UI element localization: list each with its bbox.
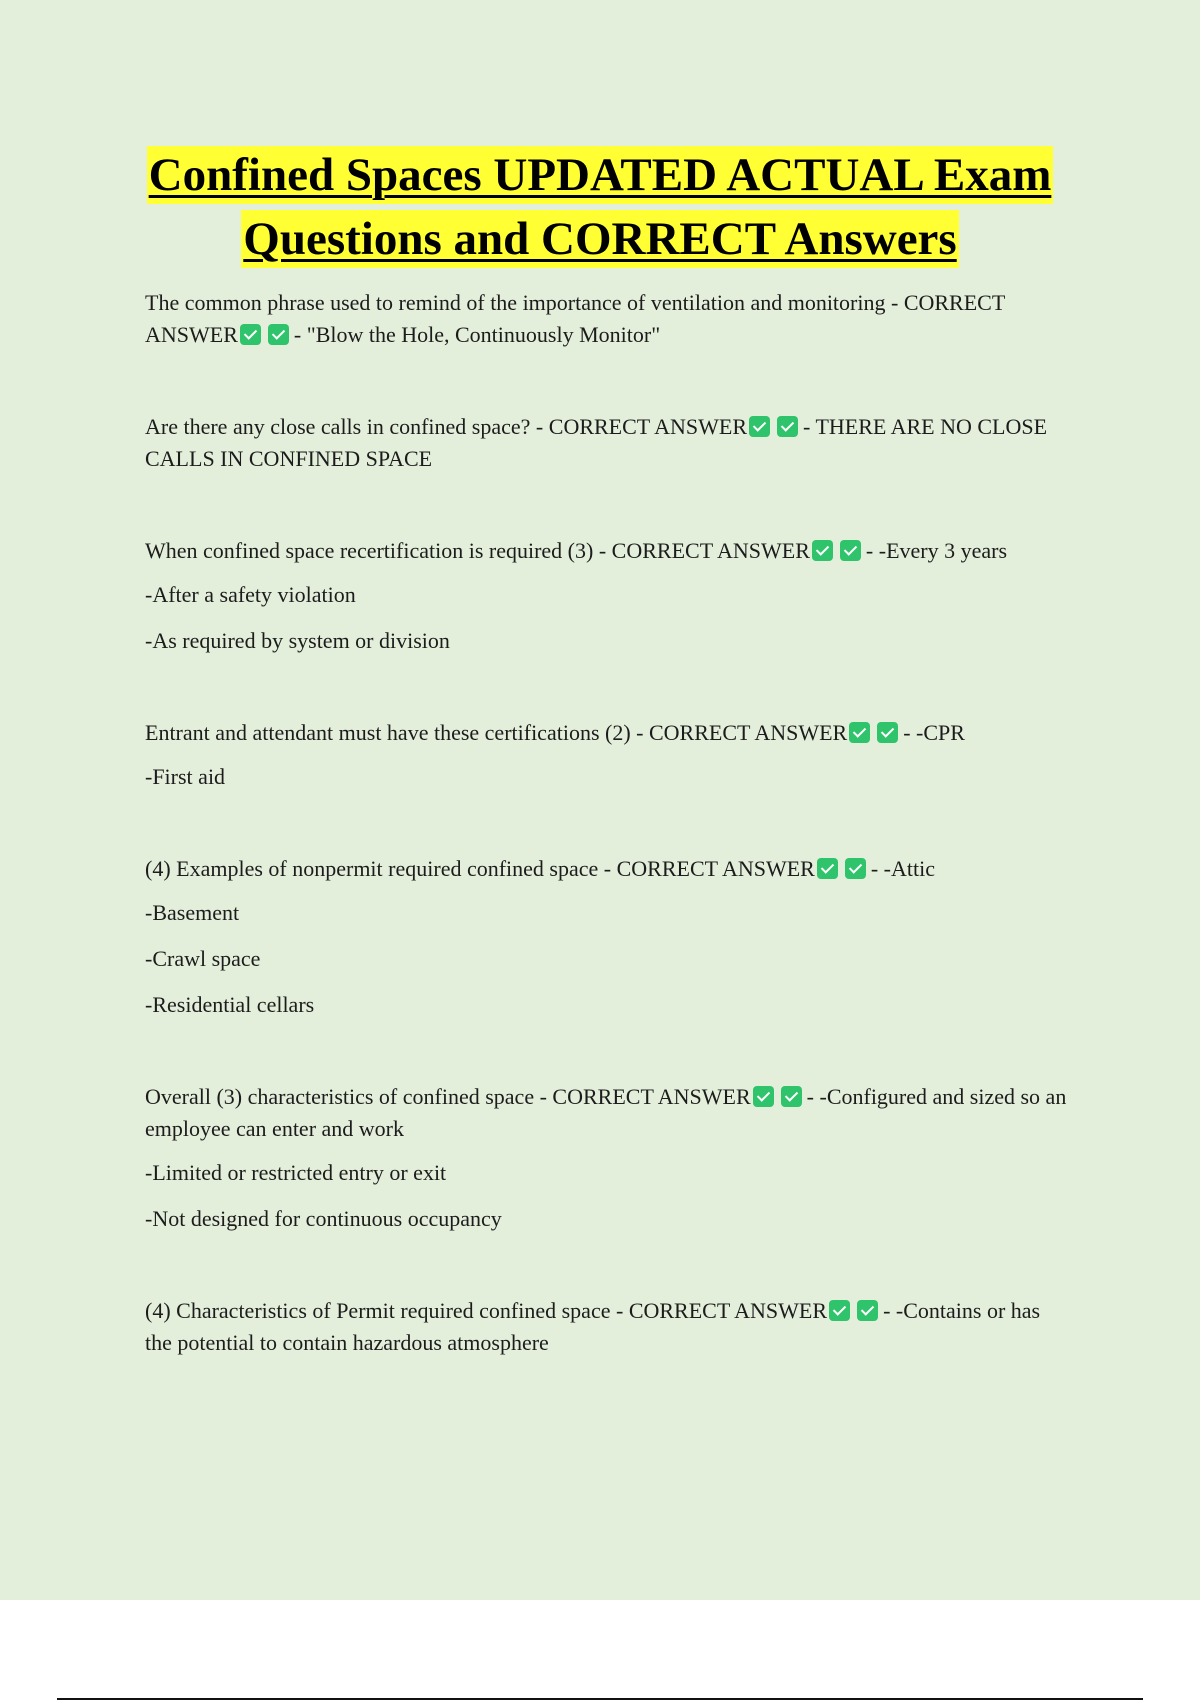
answer-marker: CORRECT ANSWER: [616, 856, 815, 881]
question-text: The common phrase used to remind of the importance of ventilation and monitoring -: [145, 290, 904, 315]
answer-text: - -Configured and sized so an employee can enter and work: [145, 1084, 1067, 1141]
answer-text: - -Contains or has the potential to contain hazardous atmosphere: [145, 1298, 1041, 1355]
question-text: Entrant and attendant must have these certifications (2) -: [145, 720, 649, 745]
question-text: When confined space recertification is required (3) -: [145, 538, 612, 563]
qa-item: [145, 1081, 1070, 1235]
qa-question-line: [145, 717, 1070, 749]
answer-line: -After a safety violation: [145, 582, 356, 607]
question-text: Overall (3) characteristics of confined space -: [145, 1084, 553, 1109]
qa-item: [145, 1295, 1070, 1359]
check-box-icon: [268, 324, 289, 345]
qa-item: [145, 287, 1070, 351]
answer-marker: CORRECT ANSWER: [145, 290, 1005, 347]
answer-line: -As required by system or division: [145, 628, 450, 653]
title-line-2: Questions and CORRECT Answers: [241, 210, 958, 268]
answer-marker: CORRECT ANSWER: [648, 720, 848, 745]
answer-text: - "Blow the Hole, Continuously Monitor": [293, 322, 661, 347]
check-box-icon: [840, 540, 861, 561]
check-box-icon: [240, 324, 261, 345]
check-box-icon: [877, 722, 898, 743]
answer-text: - -Every 3 years: [865, 538, 1008, 563]
answer-marker: CORRECT ANSWER: [628, 1298, 828, 1323]
qa-item: [145, 853, 1070, 1021]
qa-item: [145, 411, 1070, 475]
title-line-1: Confined Spaces UPDATED ACTUAL Exam: [147, 146, 1054, 204]
answer-line: -First aid: [145, 764, 226, 789]
answer-line: -Basement: [145, 900, 240, 925]
check-box-icon: [749, 416, 770, 437]
answer-text: - -Attic: [870, 856, 936, 881]
check-box-icon: [849, 722, 870, 743]
question-text: (4) Examples of nonpermit required confined space -: [145, 856, 617, 881]
check-box-icon: [857, 1300, 878, 1321]
document-title: [0, 146, 1200, 274]
qa-question-line: [145, 1295, 1070, 1359]
answer-line: -Residential cellars: [145, 992, 315, 1017]
qa-question-line: [145, 853, 1070, 885]
qa-question-line: [145, 1081, 1070, 1145]
answer-marker: CORRECT ANSWER: [552, 1084, 751, 1109]
answer-line: -Limited or restricted entry or exit: [145, 1160, 447, 1185]
answer-line: -Not designed for continuous occupancy: [145, 1206, 502, 1231]
check-box-icon: [777, 416, 798, 437]
answer-line: -Crawl space: [145, 946, 261, 971]
check-box-icon: [812, 540, 833, 561]
qa-item: [145, 535, 1070, 657]
check-box-icon: [829, 1300, 850, 1321]
check-box-icon: [781, 1086, 802, 1107]
question-text: Are there any close calls in confined space? -: [145, 414, 549, 439]
qa-question-line: [145, 411, 1070, 475]
qa-question-line: [145, 535, 1070, 567]
check-box-icon: [753, 1086, 774, 1107]
answer-text: - -CPR: [903, 720, 965, 745]
qa-question-line: [145, 287, 1070, 351]
question-text: (4) Characteristics of Permit required confined space -: [145, 1298, 629, 1323]
qa-item: [145, 717, 1070, 793]
answer-text: - THERE ARE NO CLOSE CALLS IN CONFINED SPACE: [145, 414, 1048, 471]
check-box-icon: [817, 858, 838, 879]
answer-marker: CORRECT ANSWER: [548, 414, 748, 439]
check-box-icon: [845, 858, 866, 879]
answer-marker: CORRECT ANSWER: [611, 538, 810, 563]
qa-list: [145, 287, 1070, 1419]
